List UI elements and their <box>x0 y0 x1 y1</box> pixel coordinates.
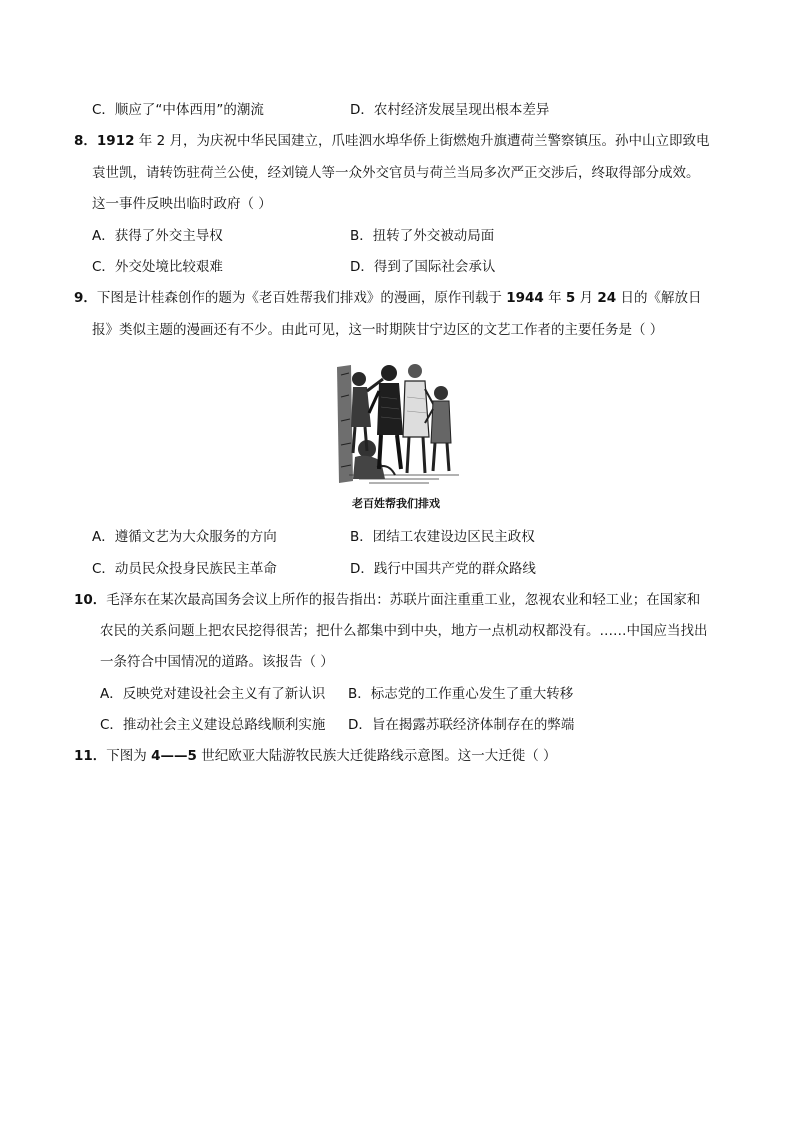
q8-option-b: B．扭转了外交被动局面 <box>350 228 495 244</box>
q9-stem-line1 <box>74 288 701 308</box>
q9-option-b: B．团结工农建设边区民主政权 <box>350 529 535 545</box>
q10-option-d: D．旨在揭露苏联经济体制存在的弊端 <box>348 717 575 733</box>
q11-stem-line1 <box>74 746 557 766</box>
q11-century-start: 4 <box>151 748 161 764</box>
q9-option-c: C．动员民众投身民族民主革命 <box>92 561 277 577</box>
q8-stem-line1 <box>74 131 709 151</box>
q7-option-c: C．顺应了“中体西用”的潮流 <box>92 102 264 118</box>
q8-stem-line3: 这一事件反映出临时政府（ ） <box>92 196 272 212</box>
q9-stem-month-suffix: 月 <box>575 290 598 306</box>
q9-option-d: D．践行中国共产党的群众路线 <box>350 561 536 577</box>
cartoon-figure <box>329 357 461 485</box>
q8-stem-line2: 袁世凯，请转饬驻荷兰公使，经刘镜人等一众外交官员与荷兰当局多次严正交涉后，终取得部分成效。 <box>92 165 700 181</box>
q11-dash: —— <box>160 748 188 764</box>
q9-stem-year-suffix: 年 <box>543 290 566 306</box>
q9-year: 1944 <box>506 290 544 306</box>
q10-stem-line1 <box>74 590 700 610</box>
q10-number: 10． <box>74 592 107 608</box>
q8-year: 1912 <box>96 133 135 149</box>
q11-number: 11． <box>74 748 107 764</box>
q10-option-a: A．反映党对建设社会主义有了新认识 <box>100 686 326 702</box>
q9-day: 24 <box>597 290 617 306</box>
q10-option-c: C．推动社会主义建设总路线顺利实施 <box>100 717 326 733</box>
q8-option-d: D．得到了国际社会承认 <box>350 259 496 275</box>
q8-option-a: A．获得了外交主导权 <box>92 228 223 244</box>
q9-stem-text1: 下图是计桂森创作的题为《老百姓帮我们排戏》的漫画，原作刊载于 <box>96 290 507 306</box>
q9-month: 5 <box>565 290 576 306</box>
q11-century-end: 5 <box>187 748 197 764</box>
q9-number: 9． <box>74 290 97 306</box>
q11-stem-post: 世纪欧亚大陆游牧民族大迁徙路线示意图。这一大迁徙（ ） <box>196 748 557 764</box>
q10-stem-text1: 毛泽东在某次最高国务会议上所作的报告指出：苏联片面注重重工业，忽视农业和轻工业；在国家和 <box>106 592 701 608</box>
q9-stem-text2: 日的《解放日 <box>616 290 702 306</box>
q10-option-b: B．标志党的工作重心发生了重大转移 <box>348 686 574 702</box>
q10-stem-line2: 农民的关系问题上把农民挖得很苦；把什么都集中到中央，地方一点机动权都没有。……中国应当找出 <box>100 623 708 639</box>
q9-option-a: A．遵循文艺为大众服务的方向 <box>92 529 277 545</box>
q7-option-d: D．农村经济发展呈现出根本差异 <box>350 102 550 118</box>
q11-stem-pre: 下图为 <box>106 748 152 764</box>
figure-caption: 老百姓帮我们排戏 <box>352 497 440 510</box>
q10-stem-line3: 一条符合中国情况的道路。该报告（ ） <box>100 654 334 670</box>
q8-stem-text1: 年 2 月，为庆祝中华民国建立，爪哇泗水埠华侨上街燃炮升旗遭荷兰警察镇压。孙中山立即致电 <box>134 133 710 149</box>
q8-option-c: C．外交处境比较艰难 <box>92 259 223 275</box>
q9-stem-line2: 报》类似主题的漫画还有不少。由此可见，这一时期陕甘宁边区的文艺工作者的主要任务是（ ） <box>92 322 664 338</box>
q8-number: 8． <box>74 133 97 149</box>
